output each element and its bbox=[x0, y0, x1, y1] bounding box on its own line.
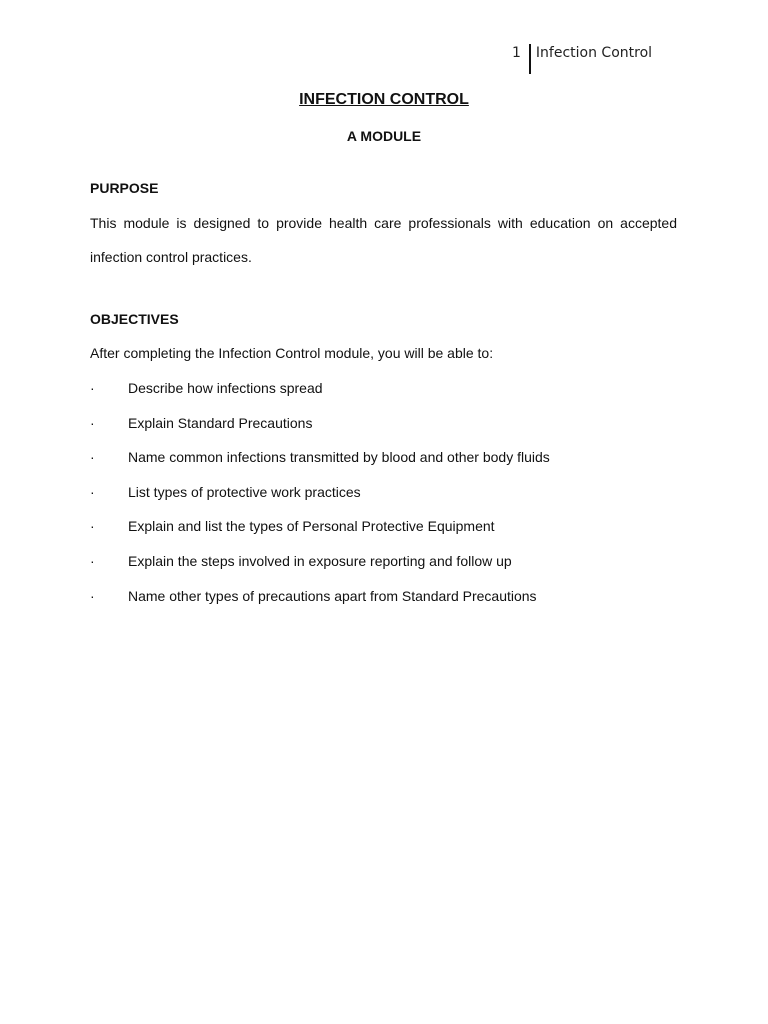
page-header bbox=[512, 44, 652, 74]
bullet-icon: · bbox=[90, 587, 95, 604]
list-item-text: List types of protective work practices bbox=[128, 483, 361, 500]
purpose-paragraph: This module is designed to provide health care professionals with education on accepted infection control practices. bbox=[90, 215, 677, 265]
bullet-icon: · bbox=[90, 552, 95, 569]
bullet-icon: · bbox=[90, 449, 95, 466]
document-title: INFECTION CONTROL bbox=[299, 91, 469, 108]
list-item bbox=[90, 550, 690, 585]
list-item-text: Explain and list the types of Personal Protective Equipment bbox=[128, 518, 495, 535]
list-item bbox=[90, 585, 690, 620]
objectives-list bbox=[90, 377, 690, 619]
objectives-heading: OBJECTIVES bbox=[90, 311, 179, 327]
bullet-icon: · bbox=[90, 414, 95, 431]
purpose-heading: PURPOSE bbox=[90, 180, 159, 196]
list-item-text: Name common infections transmitted by blood and other body fluids bbox=[128, 449, 550, 466]
list-item bbox=[90, 412, 690, 447]
list-item bbox=[90, 481, 690, 516]
objectives-intro: After completing the Infection Control module, you will be able to: bbox=[90, 345, 494, 361]
bullet-icon: · bbox=[90, 518, 95, 535]
header-divider bbox=[529, 44, 531, 74]
list-item-text: Describe how infections spread bbox=[128, 380, 323, 396]
document-subtitle: A MODULE bbox=[346, 128, 422, 144]
list-item-text: Name other types of precautions apart from Standard Precautions bbox=[128, 587, 537, 604]
list-item bbox=[90, 377, 690, 412]
bullet-icon: · bbox=[90, 380, 95, 396]
list-item bbox=[90, 446, 690, 481]
header-document-name: Infection Control bbox=[535, 45, 653, 61]
list-item bbox=[90, 515, 690, 550]
page-number: 1 bbox=[512, 45, 521, 61]
list-item-text: Explain Standard Precautions bbox=[128, 414, 313, 431]
bullet-icon: · bbox=[90, 483, 95, 500]
list-item-text: Explain the steps involved in exposure reporting and follow up bbox=[128, 552, 512, 569]
